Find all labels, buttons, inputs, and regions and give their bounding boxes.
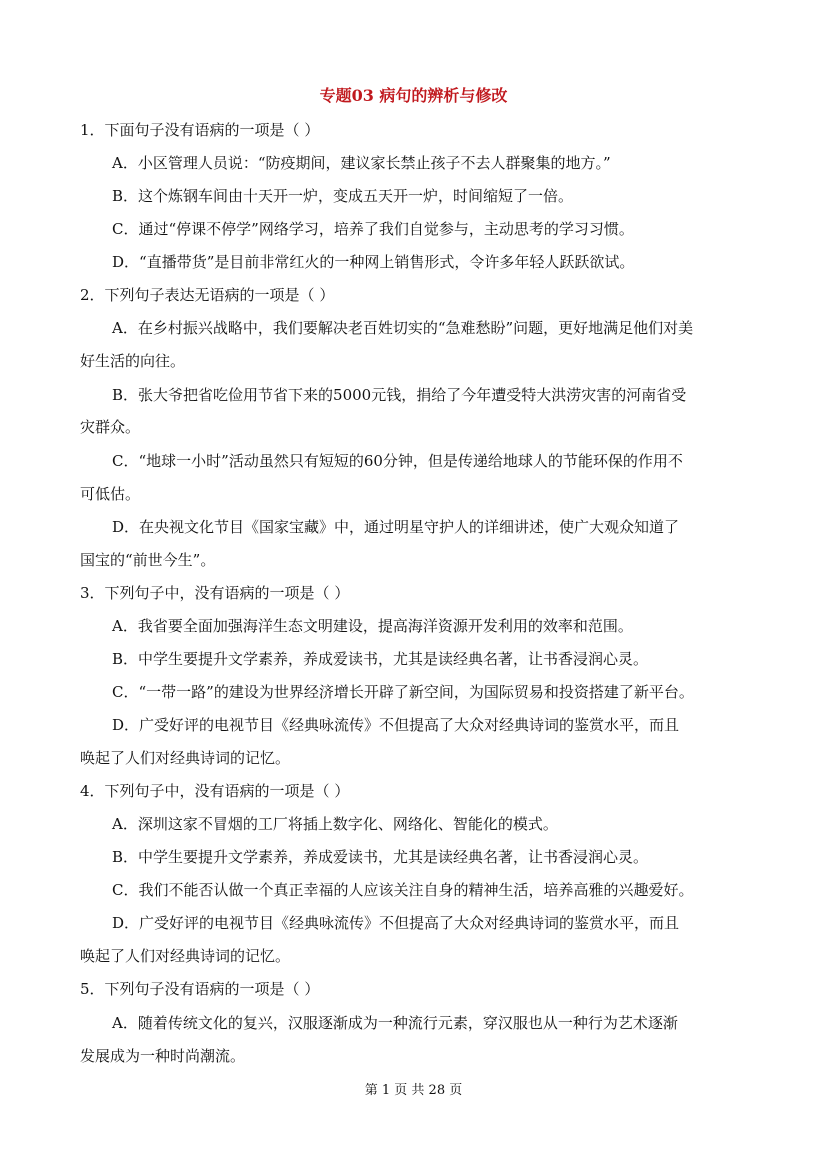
question-1-option-d: D．“直播带货”是目前非常红火的一种网上销售形式，令许多年轻人跃跃欲试。	[112, 253, 635, 271]
page-footer: 第 1 页 共 28 页	[364, 1083, 463, 1098]
question-2-option-d-cont: 国宝的“前世今生”。	[80, 551, 216, 569]
question-2-option-d: D．在央视文化节目《国家宝藏》中，通过明星守护人的详细讲述，使广大观众知道了	[112, 518, 680, 536]
question-4-option-a: A．深圳这家不冒烟的工厂将插上数字化、网络化、智能化的模式。	[112, 815, 558, 833]
question-5-option-a: A．随着传统文化的复兴，汉服逐渐成为一种流行元素，穿汉服也从一种行为艺术逐渐	[112, 1014, 678, 1032]
page-title: 专题03 病句的辨析与修改	[319, 86, 508, 105]
question-1-option-c: C．通过“停课不停学”网络学习，培养了我们自觉参与，主动思考的学习习惯。	[112, 220, 634, 238]
question-3-option-d: D．广受好评的电视节目《经典咏流传》不但提高了大众对经典诗词的鉴赏水平，而且	[112, 716, 680, 734]
question-3-option-a: A．我省要全面加强海洋生态文明建设，提高海洋资源开发利用的效率和范围。	[112, 617, 633, 635]
question-5-option-a-cont: 发展成为一种时尚潮流。	[80, 1047, 246, 1065]
question-2: 2．下列句子表达无语病的一项是（ ）	[80, 286, 335, 304]
question-2-option-a: A．在乡村振兴战略中，我们要解决老百姓切实的“急难愁盼”问题，更好地满足他们对美	[112, 319, 694, 337]
question-1-option-a: A．小区管理人员说：“防疫期间，建议家长禁止孩子不去人群聚集的地方。”	[112, 154, 611, 172]
question-4-option-d: D．广受好评的电视节目《经典咏流传》不但提高了大众对经典诗词的鉴赏水平，而且	[112, 914, 680, 932]
question-3: 3．下列句子中，没有语病的一项是（ ）	[80, 584, 350, 602]
question-2-option-b: B．张大爷把省吃俭用节省下来的5000元钱，捐给了今年遭受特大洪涝灾害的河南省受	[112, 386, 687, 404]
question-3-option-d-cont: 唤起了人们对经典诗词的记忆。	[80, 749, 291, 767]
question-4-option-d-cont: 唤起了人们对经典诗词的记忆。	[80, 947, 291, 965]
question-2-option-c: C．“地球一小时”活动虽然只有短短的60分钟，但是传递给地球人的节能环保的作用不	[112, 452, 683, 470]
question-3-option-c: C．“一带一路”的建设为世界经济增长开辟了新空间，为国际贸易和投资搭建了新平台。	[112, 683, 694, 701]
question-5: 5．下列句子没有语病的一项是（ ）	[80, 980, 320, 998]
question-2-option-c-cont: 可低估。	[80, 485, 141, 503]
question-1-option-b: B．这个炼钢车间由十天开一炉，变成五天开一炉，时间缩短了一倍。	[112, 187, 574, 205]
question-2-option-a-cont: 好生活的向往。	[80, 352, 186, 370]
question-3-option-b: B．中学生要提升文学素养，养成爱读书，尤其是读经典名著，让书香浸润心灵。	[112, 650, 649, 668]
question-4-option-c: C．我们不能否认做一个真正幸福的人应该关注自身的精神生活，培养高雅的兴趣爱好。	[112, 881, 694, 899]
question-1: 1．下面句子没有语病的一项是（ ）	[80, 121, 320, 139]
question-4-option-b: B．中学生要提升文学素养，养成爱读书，尤其是读经典名著，让书香浸润心灵。	[112, 848, 649, 866]
question-2-option-b-cont: 灾群众。	[80, 418, 141, 436]
question-4: 4．下列句子中，没有语病的一项是（ ）	[80, 782, 350, 800]
